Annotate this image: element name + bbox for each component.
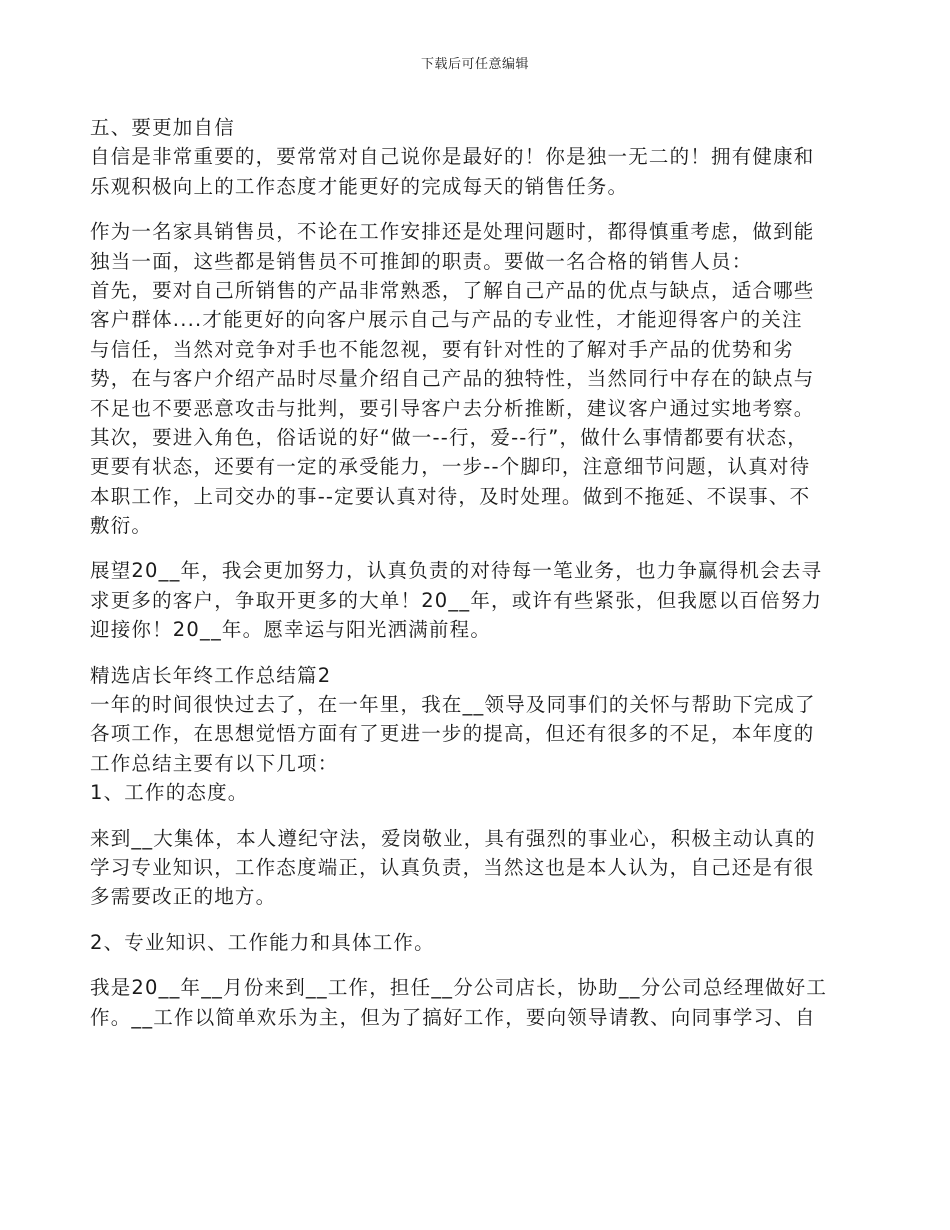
text-line: 精选店长年终工作总结篇2 bbox=[90, 663, 332, 687]
text-line: 本职工作，上司交办的事--定要认真对待，及时处理。做到不拖延、不误事、不 bbox=[90, 484, 811, 508]
paragraph-gap bbox=[90, 912, 865, 928]
text-line: 来到__大集体，本人遵纪守法，爱岗敬业，具有强烈的事业心，积极主动认真的 bbox=[90, 826, 816, 850]
text-line: 自信是非常重要的，要常常对自己说你是最好的！你是独一无二的！拥有健康和 bbox=[90, 145, 815, 169]
text-line: 迎接你！20__年。愿幸运与阳光洒满前程。 bbox=[90, 618, 492, 642]
text-line: 我是20__年__月份来到__工作，担任__分公司店长，协助__分公司总经理做好工 bbox=[90, 976, 828, 1000]
document-body bbox=[90, 113, 865, 1032]
text-line: 五、要更加自信 bbox=[90, 116, 235, 139]
text-line: 作为一名家具销售员，不论在工作安排还是处理问题时，都得慎重考虑，做到能 bbox=[90, 220, 815, 244]
text-line: 客户群体....才能更好的向客户展示自己与产品的专业性，才能迎得客户的关注 bbox=[90, 308, 803, 332]
text-line: 2、专业知识、工作能力和具体工作。 bbox=[90, 930, 435, 954]
text-line: 首先，要对自己所销售的产品非常熟悉，了解自己产品的优点与缺点，适合哪些 bbox=[90, 278, 815, 302]
text-line: 独当一面，这些都是销售员不可推卸的职责。要做一名合格的销售人员： bbox=[90, 249, 753, 273]
paragraph bbox=[90, 973, 865, 1032]
text-line: 1、工作的态度。 bbox=[90, 781, 249, 805]
paragraph bbox=[90, 824, 865, 912]
text-line: 学习专业知识，工作态度端正，认真负责，当然这也是本人认为，自己还是有很 bbox=[90, 855, 815, 879]
text-line: 势，在与客户介绍产品时尽量介绍自己产品的独特性，当然同行中存在的缺点与 bbox=[90, 367, 815, 391]
paragraph-gap bbox=[90, 540, 865, 556]
paragraph-gap bbox=[90, 957, 865, 973]
paragraph bbox=[90, 928, 865, 957]
text-line: 多需要改正的地方。 bbox=[90, 885, 277, 909]
text-line: 与信任，当然对竞争对手也不能忽视，要有针对性的了解对手产品的优势和劣 bbox=[90, 337, 794, 361]
text-line: 展望20__年，我会更加努力，认真负责的对待每一笔业务，也力争赢得机会去寻 bbox=[90, 559, 823, 583]
paragraph bbox=[90, 661, 865, 808]
paragraph bbox=[90, 556, 865, 644]
text-line: 其次，要进入角色，俗话说的好“做一--行，爱--行”，做什么事情都要有状态， bbox=[90, 425, 808, 449]
text-line: 更要有状态，还要有一定的承受能力，一步--个脚印，注意细节问题，认真对待 bbox=[90, 455, 811, 479]
paragraph bbox=[90, 113, 865, 201]
text-line: 不足也不要恶意攻击与批判，要引导客户去分析推断，建议客户通过实地考察。 bbox=[90, 396, 815, 420]
text-line: 乐观积极向上的工作态度才能更好的完成每天的销售任务。 bbox=[90, 174, 629, 198]
text-line: 一年的时间很快过去了，在一年里，我在__领导及同事们的关怀与帮助下完成了 bbox=[90, 693, 816, 717]
text-line: 工作总结主要有以下几项： bbox=[90, 751, 339, 775]
paragraph-gap bbox=[90, 808, 865, 824]
paragraph bbox=[90, 217, 865, 540]
text-line: 各项工作，在思想觉悟方面有了更进一步的提高，但还有很多的不足，本年度的 bbox=[90, 722, 815, 746]
paragraph-gap bbox=[90, 201, 865, 217]
page-header: 下载后可任意编辑 bbox=[420, 57, 529, 72]
text-line: 求更多的客户，争取开更多的大单！20__年，或许有些紧张，但我愿以百倍努力 bbox=[90, 588, 823, 612]
text-line: 作。__工作以简单欢乐为主，但为了搞好工作，要向领导请教、向同事学习、自 bbox=[90, 1005, 816, 1029]
text-line: 敷衍。 bbox=[90, 514, 153, 538]
paragraph-gap bbox=[90, 645, 865, 661]
